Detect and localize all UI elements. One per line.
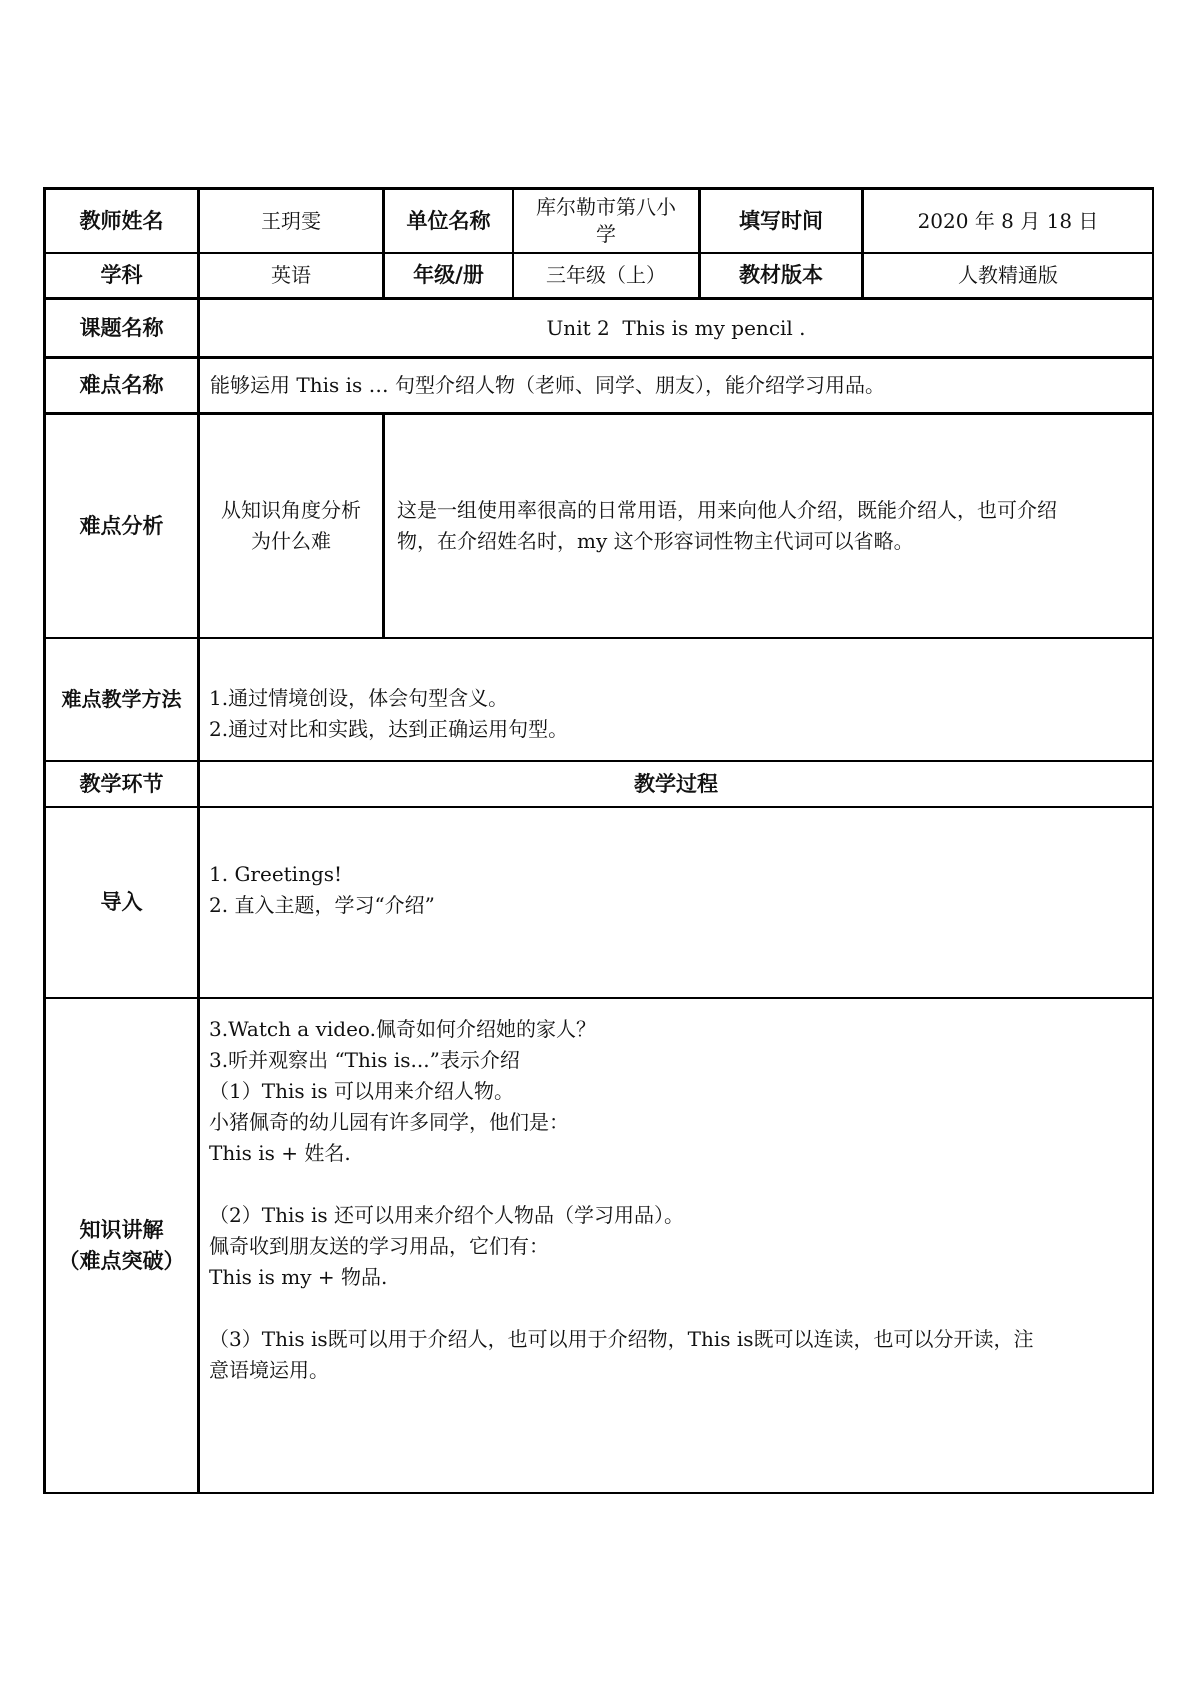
method-label: 难点教学方法 <box>61 687 182 711</box>
knowledge-line: 小猪佩奇的幼儿园有许多同学，他们是： <box>209 1110 569 1134</box>
method-content <box>200 639 1152 760</box>
unit-name-line: 学 <box>596 222 616 246</box>
fill-time-value: 2020 年 8 月 18 日 <box>917 208 1099 233</box>
analysis-line: 物，在介绍姓名时，my 这个形容词性物主代词可以省略。 <box>397 529 914 553</box>
analysis-sub-label-line: 为什么难 <box>251 529 331 553</box>
intro-content <box>200 808 1152 997</box>
knowledge-line: 意语境运用。 <box>209 1358 329 1382</box>
topic-value: Unit 2 This is my pencil . <box>546 315 806 340</box>
knowledge-line: 佩奇收到朋友送的学习用品，它们有： <box>209 1234 549 1258</box>
subject-label: 学科 <box>100 263 143 287</box>
knowledge-line: （3）This is既可以用于介绍人，也可以用于介绍物，This is既可以连读，也可以分开读，注 <box>209 1327 1034 1351</box>
method-line: 1.通过情境创设，体会句型含义。 <box>209 685 509 710</box>
analysis-line: 这是一组使用率很高的日常用语，用来向他人介绍，既能介绍人，也可介绍 <box>397 498 1057 522</box>
subject-value: 英语 <box>271 263 311 287</box>
difficulty-value: 能够运用 This is … 句型介绍人物（老师、同学、朋友），能介绍学习用品。 <box>210 373 885 397</box>
knowledge-line: 3.听并观察出 “This is...”表示介绍 <box>209 1048 520 1072</box>
intro-label: 导入 <box>100 890 143 914</box>
intro-line: 2. 直入主题，学习“介绍” <box>209 893 435 917</box>
intro-line: 1. Greetings! <box>209 862 343 886</box>
stage-header: 教学环节 <box>79 771 164 796</box>
unit-name-line: 库尔勒市第八小 <box>536 195 676 219</box>
knowledge-line: （2）This is 还可以用来介绍个人物品（学习用品）。 <box>209 1203 684 1227</box>
analysis-sub-label-line: 从知识角度分析 <box>221 498 361 522</box>
knowledge-label-line: 知识讲解 <box>79 1217 164 1242</box>
topic-label: 课题名称 <box>79 315 164 340</box>
col-border <box>1152 187 1154 1494</box>
knowledge-line: This is + 姓名. <box>209 1141 351 1165</box>
fill-time-label: 填写时间 <box>739 208 823 233</box>
knowledge-label-line: （难点突破） <box>58 1248 185 1273</box>
knowledge-line: This is my + 物品. <box>209 1265 388 1289</box>
teacher-name-value: 王玥雯 <box>261 208 321 233</box>
unit-name-label: 单位名称 <box>406 208 491 233</box>
knowledge-line: 3.Watch a video.佩奇如何介绍她的家人？ <box>209 1017 596 1041</box>
analysis-label: 难点分析 <box>79 513 164 538</box>
grade-value: 三年级（上） <box>546 263 666 287</box>
knowledge-label <box>46 999 197 1492</box>
analysis-sub-label <box>200 415 382 637</box>
knowledge-line: （1）This is 可以用来介绍人物。 <box>209 1079 514 1103</box>
grade-label: 年级/册 <box>413 263 484 287</box>
process-header: 教学过程 <box>634 771 718 796</box>
edition-value: 人教精通版 <box>958 263 1058 287</box>
method-line: 2.通过对比和实践，达到正确运用句型。 <box>209 716 569 741</box>
unit-name-value <box>514 190 698 252</box>
teacher-name-label: 教师姓名 <box>79 208 164 233</box>
analysis-content <box>385 415 1152 637</box>
difficulty-label: 难点名称 <box>79 373 164 397</box>
row-border <box>43 1492 1154 1494</box>
knowledge-content <box>200 999 1152 1492</box>
edition-label: 教材版本 <box>739 263 823 287</box>
